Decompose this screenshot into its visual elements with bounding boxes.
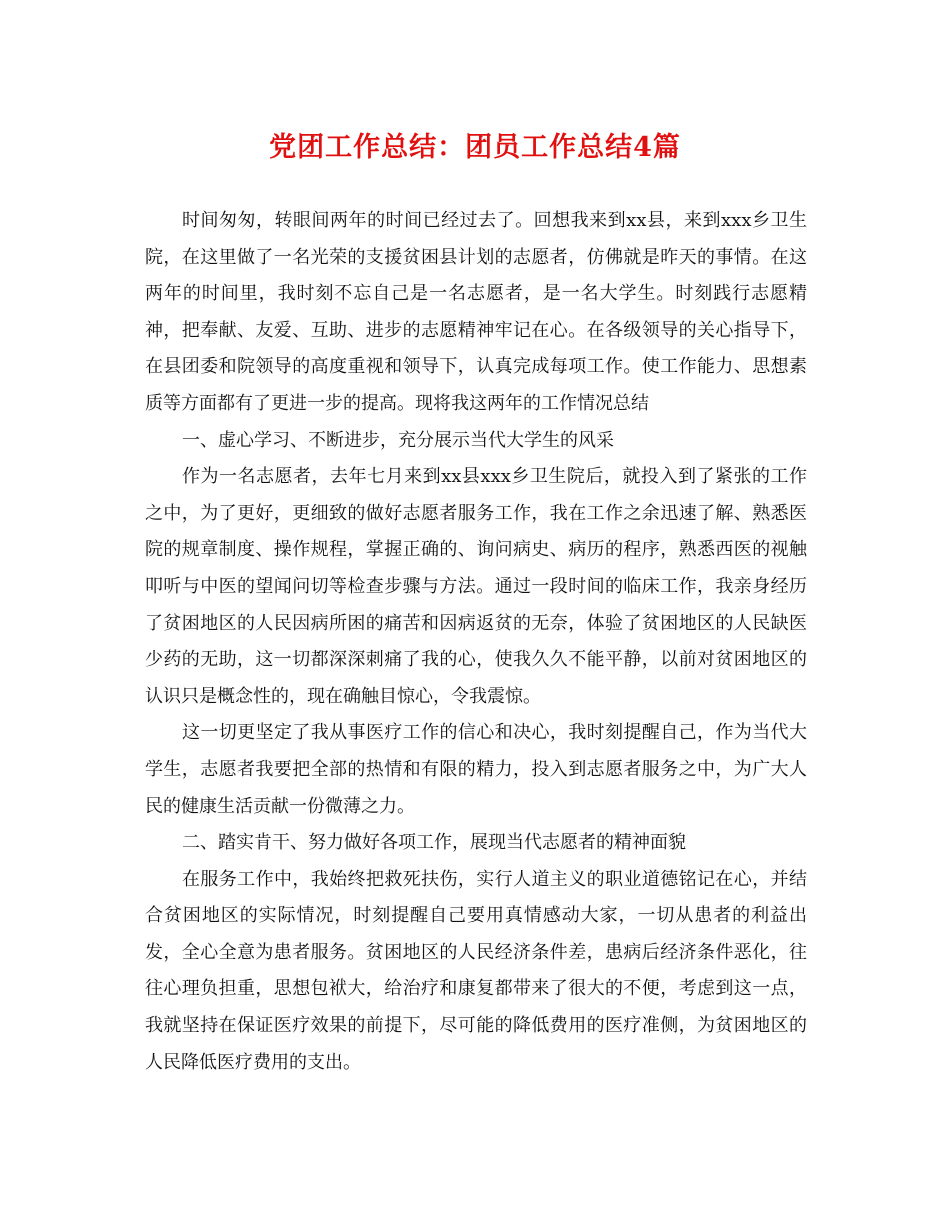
paragraph-section-1: 作为一名志愿者，去年七月来到xx县xxx乡卫生院后，就投入到了紧张的工作之中，为了更好，更细致的做好志愿者服务工作，我在工作之余迅速了解、熟悉医院的规章制度、操作规程，掌握正确的、询问病史、病历的程序，熟悉西医的视触叩听与中医的望闻问切等检查步骤与方法。通过一段时间的临床工作，我亲身经历了贫困地区的人民因病所困的痛苦和因病返贫的无奈，体验了贫困地区的人民缺医少药的无助，这一切都深深刺痛了我的心，使我久久不能平静，以前对贫困地区的认识只是概念性的，现在确触目惊心，令我震惊。 <box>145 466 807 707</box>
paragraph-section-1-continued: 这一切更坚定了我从事医疗工作的信心和决心，我时刻提醒自己，作为当代大学生，志愿者我要把全部的热情和有限的精力，投入到志愿者服务之中，为广大人民的健康生活贡献一份微薄之力。 <box>145 722 807 817</box>
section-heading-2: 二、踏实肯干、努力做好各项工作，展现当代志愿者的精神面貌 <box>182 832 686 854</box>
document-body <box>145 203 807 1081</box>
paragraph-section-2: 在服务工作中，我始终把救死扶伤，实行人道主义的职业道德铭记在心，并结合贫困地区的实际情况，时刻提醒自己要用真情感动大家，一切从患者的利益出发，全心全意为患者服务。贫困地区的人民经济条件差，患病后经济条件恶化，往往心理负担重，思想包袱大，给治疗和康复都带来了很大的不便，考虑到这一点，我就坚持在保证医疗效果的前提下，尽可能的降低费用的医疗准侧，为贫困地区的人民降低医疗费用的支出。 <box>145 868 807 1073</box>
section-heading-1: 一、虚心学习、不断进步，充分展示当代大学生的风采 <box>182 429 614 451</box>
paragraph-intro: 时间匆匆，转眼间两年的时间已经过去了。回想我来到xx县，来到xxx乡卫生院，在这里做了一名光荣的支援贫困县计划的志愿者，仿佛就是昨天的事情。在这两年的时间里，我时刻不忘自己是一名志愿者，是一名大学生。时刻践行志愿精神，把奉献、友爱、互助、进步的志愿精神牢记在心。在各级领导的关心指导下，在县团委和院领导的高度重视和领导下，认真完成每项工作。使工作能力、思想素质等方面都有了更进一步的提高。现将我这两年的工作情况总结 <box>145 210 807 414</box>
document-title: 党团工作总结：团员工作总结4篇 <box>269 132 681 163</box>
